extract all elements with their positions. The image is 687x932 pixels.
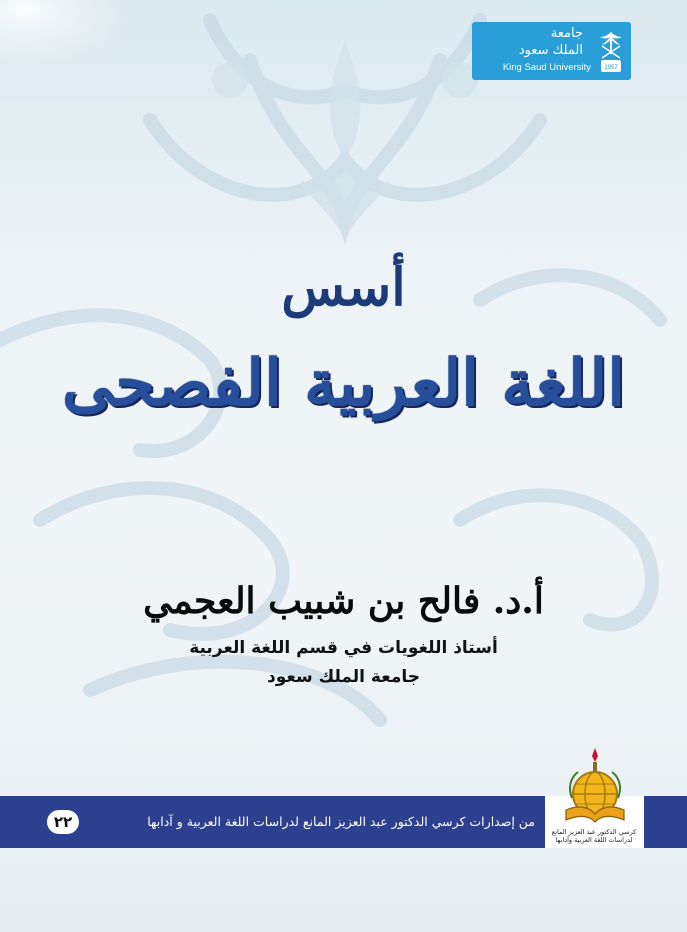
ksu-logo [472, 22, 631, 80]
series-number-badge: ٢٢ [47, 810, 79, 834]
light-flare [0, 0, 150, 80]
palm-emblem-icon [597, 28, 625, 74]
chair-globe-book-icon [560, 748, 630, 830]
chair-caption-line1: كرسي الدكتور عبد العزيز المانع [551, 828, 637, 836]
chair-caption [546, 828, 642, 844]
book-title-line2: اللغة العربية الفصحى [62, 346, 625, 421]
emblem-year: 1957 [604, 65, 618, 71]
chair-caption-line2: لدراسات اللغة العربية وآدابها [555, 836, 633, 844]
series-statement: من إصدارات كرسي الدكتور عبد العزيز المانع لدراسات اللغة العربية و آدابها [147, 814, 535, 829]
author-name: أ.د. فالح بن شبيب العجمي [143, 580, 544, 622]
book-title-line1: أسس [281, 257, 406, 318]
author-position: أستاذ اللغويات في قسم اللغة العربية [189, 638, 498, 658]
ksu-name-ar-line2: الملك سعود [518, 43, 583, 58]
author-university: جامعة الملك سعود [267, 667, 420, 687]
ksu-name-ar-line1: جامعة [550, 26, 583, 41]
ksu-name-en: King Saud University [502, 62, 591, 73]
